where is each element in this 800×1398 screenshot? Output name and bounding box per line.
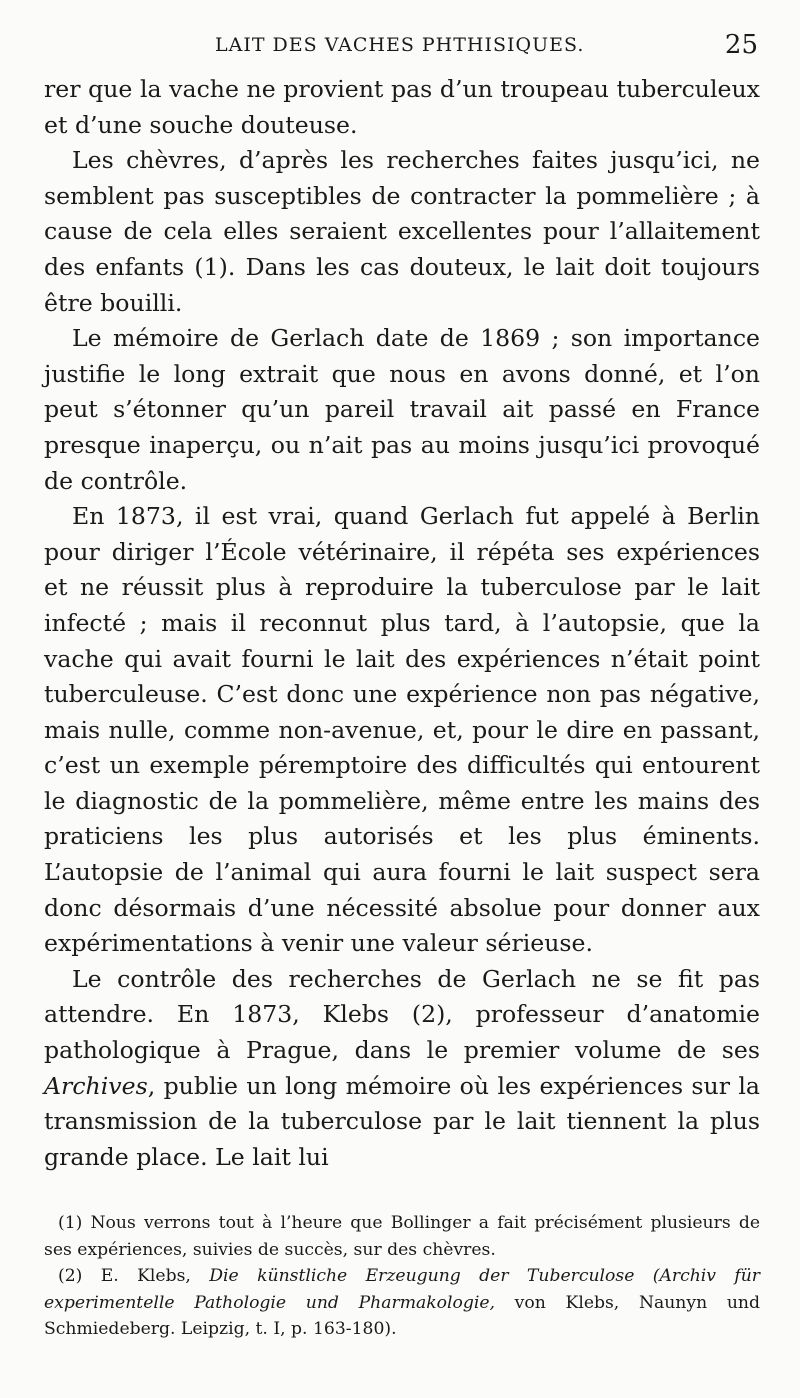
footnote-2-publisher: von Klebs, Naunyn und Schmiedeberg. Leipzig, t. I, p. 163-180). xyxy=(44,1292,760,1339)
footnote-2-author: (2) E. Klebs, xyxy=(58,1266,191,1286)
footnote-1: (1) Nous verrons tout à l’heure que Bollinger a fait précisément plusieurs de ses expériences, suivies de succès, sur des chèvres. xyxy=(44,1213,760,1260)
paragraph-klebs xyxy=(44,962,760,1176)
body-text xyxy=(44,72,760,1175)
footnote-2 xyxy=(44,1263,760,1343)
paragraph-klebs-part-2: , publie un long mémoire où les expériences sur la transmission de la tuberculose par le lait tiennent la plus grande place. Le lait lui xyxy=(44,1071,760,1171)
paragraph-gerlach-memoir: Le mémoire de Gerlach date de 1869 ; son importance justifie le long extrait que nous en avons donné, et l’on peut s’étonner qu’un pareil travail ait passé en France presque inaperçu, ou n’ait pas au moins jusqu’ici provoqué de contrôle. xyxy=(44,324,760,495)
footnotes xyxy=(44,1210,760,1343)
page-number: 25 xyxy=(724,30,758,60)
paragraph-continued: rer que la vache ne provient pas d’un troupeau tuberculeux et d’une souche douteuse. xyxy=(44,75,760,139)
paragraph-gerlach-1873: En 1873, il est vrai, quand Gerlach fut appelé à Berlin pour diriger l’École vétérinaire, il répéta ses expériences et ne réussit plus à reproduire la tuberculose par le lait infecté ; mais il reconnut plus tard, à l’autopsie, que la vache qui avait fourni le lait des expériences n’était point tuberculeuse. C’est donc une expérience non pas négative, mais nulle, comme non-avenue, et, pour le dire en passant, c’est un exemple péremptoire des difficultés qui entourent le diagnostic de la pommelière, même entre les mains des praticiens les plus autorisés et les plus éminents. L’autopsie de l’animal qui aura fourni le lait suspect sera donc désormais d’une nécessité absolue pour donner aux expérimentations à venir une valeur sérieuse. xyxy=(44,502,760,958)
page-header xyxy=(0,30,800,64)
footnote-2-title: Die künstliche Erzeugung der Tuberculose (Archiv für experimentelle Pathologie und Pharmakologie, xyxy=(44,1266,760,1313)
paragraph-goats: Les chèvres, d’après les recherches faites jusqu’ici, ne semblent pas susceptibles de contracter la pommelière ; à cause de cela elles seraient excellentes pour l’allaitement des enfants (1). Dans les cas douteux, le lait doit toujours être bouilli. xyxy=(44,146,760,317)
running-title: LAIT DES VACHES PHTHISIQUES. xyxy=(215,34,585,56)
paragraph-klebs-part-1: Le contrôle des recherches de Gerlach ne se fit pas attendre. En 1873, Klebs (2), professeur d’anatomie pathologique à Prague, dans le premier volume de ses xyxy=(44,964,760,1065)
archives-title: Archives xyxy=(44,1071,148,1100)
